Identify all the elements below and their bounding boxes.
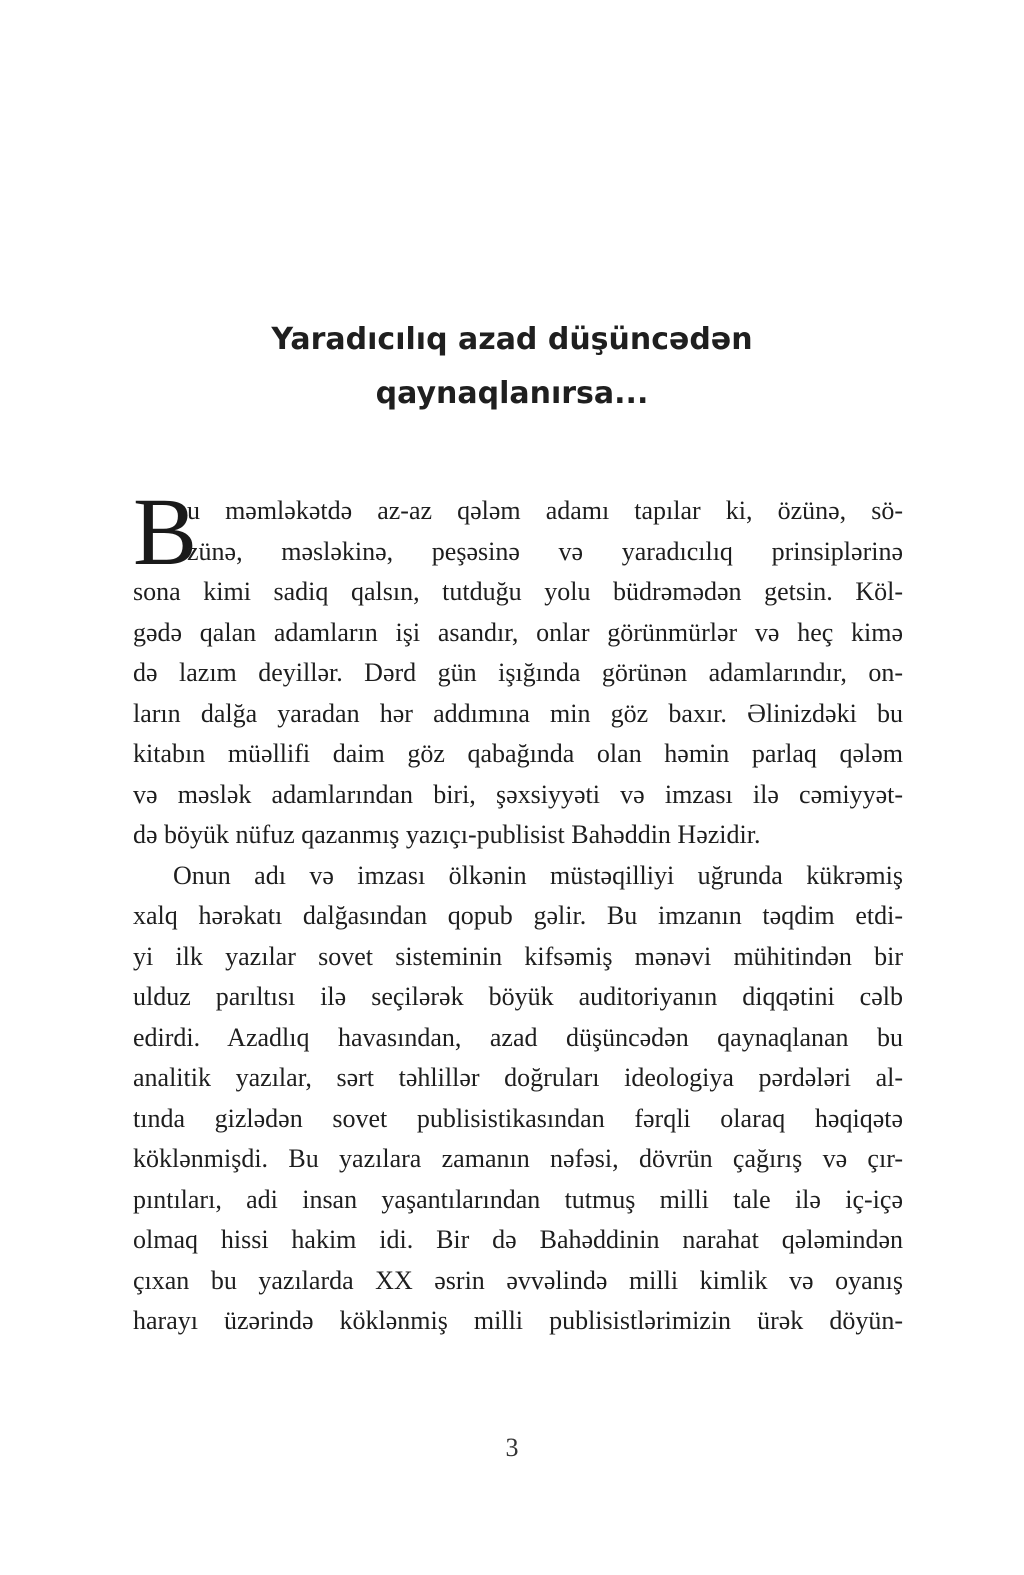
text-line: gədə qalan adamların işi asandır, onlar görünmürlər və heç kimə [133,617,903,647]
text-line: köklənmişdi. Bu yazılara zamanın nəfəsi, dövrün çağırış və çır- [133,1144,903,1173]
text-line: çıxan bu yazılarda XX əsrin əvvəlində milli kimlik və oyanış [133,1265,903,1295]
chapter-title-line-2: qaynaqlanırsa... [375,376,649,411]
body-text [133,491,903,1342]
text-line: tında gizlədən sovet publisistikasından fərqli olaraq həqiqətə [133,1103,903,1133]
text-line: analitik yazılar, sərt təhlillər doğruları ideologiya pərdələri al- [133,1063,903,1092]
text-line: edirdi. Azadlıq havasından, azad düşüncədən qaynaqlanan bu [133,1022,903,1052]
text-line: sona kimi sadiq qalsın, tutduğu yolu büdrəmədən getsin. Köl- [133,577,903,606]
text-line: yi ilk yazılar sovet sisteminin kifsəmiş mənəvi mühitindən bir [133,941,903,971]
text-line: və məslək adamlarından biri, şəxsiyyəti və imzası ilə cəmiyyət- [133,779,903,809]
chapter-title-line-1: Yaradıcılıq azad düşüncədən [271,322,753,357]
text-line: də lazım deyillər. Dərd gün işığında görünən adamlarındır, on- [133,658,903,687]
text-line: kitabın müəllifi daim göz qabağında olan həmin parlaq qələm [133,739,903,768]
chapter-title [120,313,904,421]
text-line: Onun adı və imzası ölkənin müstəqilliyi uğrunda kükrəmiş [173,860,903,890]
text-line: də böyük nüfuz qazanmış yazıçı-publisist Bahəddin Həzidir. [133,820,761,849]
text-line: zünə, məsləkinə, peşəsinə və yaradıcılıq prinsiplərinə [187,536,903,566]
text-line: u məmləkətdə az-az qələm adamı tapılar ki, özünə, sö- [187,496,903,525]
text-line: ların dalğa yaradan hər addımına min göz baxır. Əlinizdəki bu [133,698,903,728]
text-line: ulduz parıltısı ilə seçilərək böyük auditoriyanın diqqətini cəlb [133,982,903,1011]
page-number: 3 [505,1433,519,1462]
text-line: olmaq hissi hakim idi. Bir də Bahəddinin narahat qələmindən [133,1225,903,1254]
text-line: pıntıları, adi insan yaşantılarından tutmuş milli tale ilə iç-içə [133,1184,903,1214]
text-line: harayı üzərində köklənmiş milli publisistlərimizin ürək döyün- [133,1306,903,1335]
drop-cap: B [133,478,198,585]
text-line: xalq hərəkatı dalğasından qopub gəlir. Bu imzanın təqdim etdi- [133,901,903,930]
